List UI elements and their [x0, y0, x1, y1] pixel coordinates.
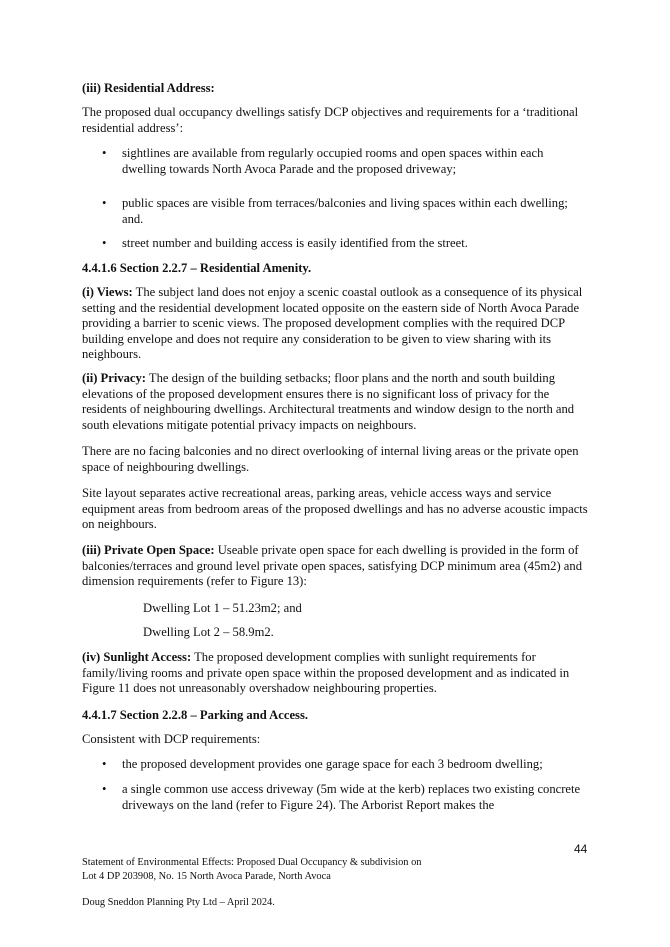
heading-residential-address: (iii) Residential Address: — [82, 81, 215, 95]
open-space-text: Useable private open space for each dwelling is provided in the form of balconies/terraces and ground level private open spaces, satisfying DCP minimum area (45m2) and dimension requirements (refer to Figure 13): — [82, 543, 582, 588]
bullet-marker: • — [102, 757, 107, 771]
views-paragraph — [82, 285, 594, 363]
views-text: The subject land does not enjoy a scenic coastal outlook as a consequence of its physical setting and the residential development located opposite on the eastern side of North Avoca Parade providing a barrier to scenic views. The proposed development complies with the required DCP building envelope and does not require any consideration to be given to view sharing with its neighbours. — [82, 285, 583, 361]
sunlight-text: The proposed development complies with sunlight requirements for family/living rooms and private open space within the proposed development and as indicated in Figure 11 does not unreasonably overshadow neighbouring properties. — [82, 650, 570, 695]
balconies-paragraph: There are no facing balconies and no direct overlooking of internal living areas or the private open space of neighbouring dwellings. — [82, 444, 579, 474]
bullet-driveway: a single common use access driveway (5m wide at the kerb) replaces two existing concrete driveways on the land (refer to Figure 24). The Arborist Report makes the — [122, 782, 581, 812]
bullet-public-spaces: public spaces are visible from terraces/balconies and living spaces within each dwelling; and. — [122, 196, 568, 226]
open-space-paragraph — [82, 543, 594, 590]
footer-title-line-1: Statement of Environmental Effects: Proposed Dual Occupancy & subdivision on — [82, 857, 422, 868]
site-layout-paragraph: Site layout separates active recreational areas, parking areas, vehicle access ways and service equipment areas from bedroom areas of the proposed dwellings and has no adverse acoustic impacts on neighbours. — [82, 486, 588, 531]
intro-paragraph: The proposed dual occupancy dwellings satisfy DCP objectives and requirements for a ‘traditional residential address’: — [82, 105, 579, 135]
sunlight-paragraph — [82, 650, 594, 697]
bullet-street-number: street number and building access is easily identified from the street. — [122, 236, 468, 250]
section-heading-amenity: 4.4.1.6 Section 2.2.7 – Residential Amenity. — [82, 261, 312, 275]
bullet-marker: • — [102, 146, 107, 160]
page-number: 44 — [574, 842, 588, 856]
privacy-paragraph — [82, 371, 594, 433]
parking-intro: Consistent with DCP requirements: — [82, 732, 261, 746]
dwelling-lot-1: Dwelling Lot 1 – 51.23m2; and — [143, 601, 302, 615]
bullet-garage-space: the proposed development provides one garage space for each 3 bedroom dwelling; — [122, 757, 543, 771]
bullet-marker: • — [102, 196, 107, 210]
footer-title-line-2: Lot 4 DP 203908, No. 15 North Avoca Parade, North Avoca — [82, 871, 331, 882]
section-heading-parking: 4.4.1.7 Section 2.2.8 – Parking and Access. — [82, 708, 308, 722]
bullet-sightlines: sightlines are available from regularly occupied rooms and open spaces within each dwelling towards North Avoca Parade and the proposed driveway; — [122, 146, 544, 176]
footer-author: Doug Sneddon Planning Pty Ltd – April 2024. — [82, 897, 275, 908]
bullet-marker: • — [102, 782, 107, 796]
sunlight-label: (iv) Sunlight Access: — [82, 650, 192, 664]
privacy-label: (ii) Privacy: — [82, 371, 146, 385]
privacy-text: The design of the building setbacks; floor plans and the north and south building elevations of the proposed development ensures there is no significant loss of privacy for the residents of neighbouring dwellings. Architectural treatments and window design to the north and south elevations mitigate potential privacy impacts on neighbours. — [82, 371, 575, 432]
dwelling-lot-2: Dwelling Lot 2 – 58.9m2. — [143, 625, 274, 639]
bullet-marker: • — [102, 236, 107, 250]
views-label: (i) Views: — [82, 285, 133, 299]
open-space-label: (iii) Private Open Space: — [82, 543, 215, 557]
